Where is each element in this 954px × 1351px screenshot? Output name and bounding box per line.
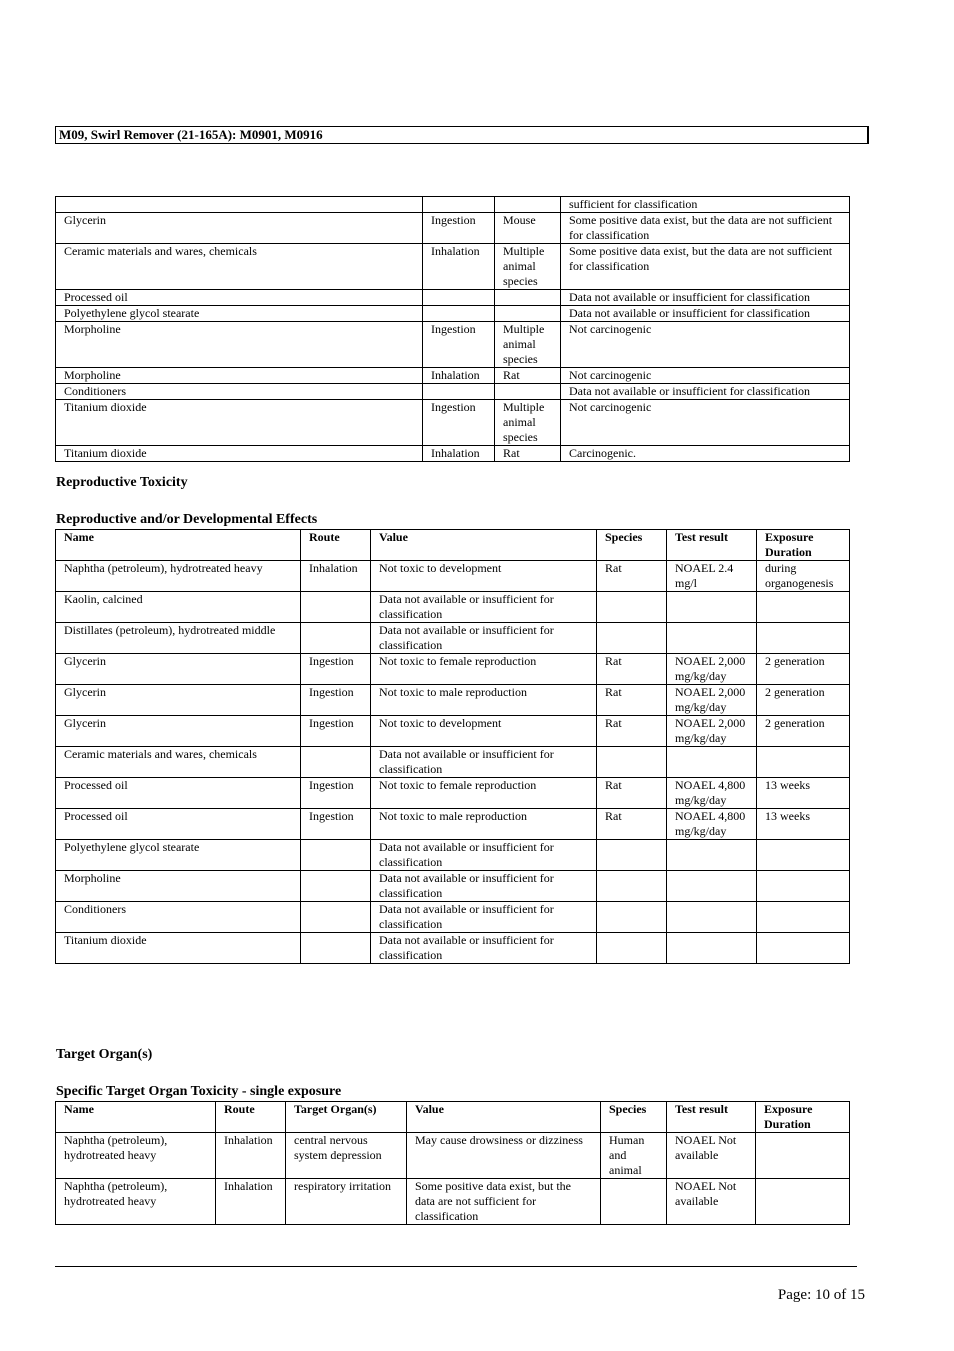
table-cell: May cause drowsiness or dizziness <box>407 1133 601 1179</box>
table-row <box>56 592 850 623</box>
table-cell <box>597 747 667 778</box>
table-cell: 13 weeks <box>757 809 850 840</box>
column-header: Target Organ(s) <box>286 1102 407 1133</box>
table-cell <box>667 871 757 902</box>
table-row <box>56 197 850 213</box>
table-cell: Multiple animal species <box>495 322 561 368</box>
table-cell <box>601 1179 667 1225</box>
table-cell: NOAEL 2,000 mg/kg/day <box>667 716 757 747</box>
table-cell: Ingestion <box>423 213 495 244</box>
table-cell: Ingestion <box>301 778 371 809</box>
table-cell: NOAEL 2,000 mg/kg/day <box>667 685 757 716</box>
table-cell <box>667 747 757 778</box>
table-cell: NOAEL 4,800 mg/kg/day <box>667 809 757 840</box>
table-row <box>56 747 850 778</box>
table-row <box>56 400 850 446</box>
table-cell: Rat <box>597 654 667 685</box>
table-cell <box>756 1133 850 1179</box>
footer-divider <box>55 1266 857 1267</box>
table-cell: Rat <box>597 809 667 840</box>
table-cell <box>757 623 850 654</box>
table-cell: Not toxic to development <box>371 561 597 592</box>
table-row <box>56 290 850 306</box>
table-row <box>56 840 850 871</box>
table-cell: Inhalation <box>423 244 495 290</box>
table-cell: NOAEL 2,000 mg/kg/day <box>667 654 757 685</box>
table-cell: Not toxic to male reproduction <box>371 685 597 716</box>
table-cell: NOAEL 2.4 mg/l <box>667 561 757 592</box>
table-cell: Data not available or insufficient for classification <box>371 747 597 778</box>
table-row <box>56 322 850 368</box>
table-cell: Rat <box>495 446 561 462</box>
table-row <box>56 368 850 384</box>
column-header: Test result <box>667 530 757 561</box>
table-cell: Processed oil <box>56 778 301 809</box>
table-row <box>56 685 850 716</box>
table-cell: Polyethylene glycol stearate <box>56 840 301 871</box>
table-cell: Naphtha (petroleum), hydrotreated heavy <box>56 1179 216 1225</box>
table-row <box>56 871 850 902</box>
table-cell: Not toxic to female reproduction <box>371 778 597 809</box>
table-cell: Data not available or insufficient for classification <box>371 871 597 902</box>
table-cell: Naphtha (petroleum), hydrotreated heavy <box>56 1133 216 1179</box>
table-cell: Polyethylene glycol stearate <box>56 306 423 322</box>
table-cell: Human and animal <box>601 1133 667 1179</box>
table-cell: Not carcinogenic <box>561 368 850 384</box>
table-cell: NOAEL 4,800 mg/kg/day <box>667 778 757 809</box>
table-cell <box>597 871 667 902</box>
table-cell: 13 weeks <box>757 778 850 809</box>
table-cell: Conditioners <box>56 902 301 933</box>
table-cell <box>301 840 371 871</box>
table-cell: Ingestion <box>301 685 371 716</box>
table-cell <box>757 747 850 778</box>
table-cell: Inhalation <box>423 446 495 462</box>
column-header: Route <box>216 1102 286 1133</box>
table-row <box>56 902 850 933</box>
table-cell: Conditioners <box>56 384 423 400</box>
table-cell <box>757 840 850 871</box>
table-cell: Ingestion <box>301 809 371 840</box>
column-header: Exposure Duration <box>757 530 850 561</box>
table-cell: Inhalation <box>423 368 495 384</box>
table-cell: Data not available or insufficient for classification <box>561 306 850 322</box>
table-cell <box>301 747 371 778</box>
table-row <box>56 809 850 840</box>
table-cell: Inhalation <box>301 561 371 592</box>
table-cell: Some positive data exist, but the data are not sufficient for classification <box>561 213 850 244</box>
reproductive-effects-table <box>55 529 850 964</box>
carcinogenicity-table <box>55 196 850 462</box>
table-row <box>56 213 850 244</box>
table-cell <box>495 384 561 400</box>
table-cell: respiratory irritation <box>286 1179 407 1225</box>
table-cell: Some positive data exist, but the data are not sufficient for classification <box>561 244 850 290</box>
table-cell: Data not available or insufficient for classification <box>371 840 597 871</box>
table-cell <box>423 306 495 322</box>
table-cell: Ceramic materials and wares, chemicals <box>56 244 423 290</box>
table-row <box>56 306 850 322</box>
table-cell: 2 generation <box>757 685 850 716</box>
table-cell <box>301 592 371 623</box>
table-cell: Processed oil <box>56 290 423 306</box>
table-cell: Inhalation <box>216 1179 286 1225</box>
table-row <box>56 716 850 747</box>
table-cell: Data not available or insufficient for classification <box>371 933 597 964</box>
table-cell <box>301 933 371 964</box>
table-cell <box>423 290 495 306</box>
table-cell <box>597 623 667 654</box>
column-header: Test result <box>667 1102 756 1133</box>
table-row <box>56 623 850 654</box>
table-cell: Titanium dioxide <box>56 446 423 462</box>
table-row <box>56 384 850 400</box>
table-row <box>56 933 850 964</box>
table-cell <box>597 840 667 871</box>
table-cell: Some positive data exist, but the data are not sufficient for classification <box>407 1179 601 1225</box>
table-cell: NOAEL Not available <box>667 1179 756 1225</box>
table-cell: Carcinogenic. <box>561 446 850 462</box>
table-cell: Ingestion <box>301 716 371 747</box>
table-cell <box>757 902 850 933</box>
table-cell <box>495 197 561 213</box>
table-cell <box>597 592 667 623</box>
table-cell: Rat <box>597 778 667 809</box>
table-row <box>56 446 850 462</box>
document-header-title: M09, Swirl Remover (21-165A): M0901, M0916 <box>55 126 869 144</box>
table-cell: NOAEL Not available <box>667 1133 756 1179</box>
table-row <box>56 654 850 685</box>
table-row <box>56 1133 850 1179</box>
table-cell <box>757 592 850 623</box>
table-cell: 2 generation <box>757 654 850 685</box>
table-cell: central nervous system depression <box>286 1133 407 1179</box>
column-header: Exposure Duration <box>756 1102 850 1133</box>
table-cell: Not toxic to development <box>371 716 597 747</box>
column-header: Species <box>597 530 667 561</box>
table-cell: Not carcinogenic <box>561 400 850 446</box>
table-cell <box>667 840 757 871</box>
table-cell <box>757 933 850 964</box>
reproductive-toxicity-heading: Reproductive Toxicity <box>56 475 188 490</box>
table-cell: Ingestion <box>301 654 371 685</box>
table-cell: Data not available or insufficient for classification <box>371 902 597 933</box>
table-cell: Not toxic to female reproduction <box>371 654 597 685</box>
table-cell: Rat <box>495 368 561 384</box>
table-cell: Ceramic materials and wares, chemicals <box>56 747 301 778</box>
table-cell: Rat <box>597 716 667 747</box>
table-cell: Glycerin <box>56 685 301 716</box>
table-cell: Mouse <box>495 213 561 244</box>
table-cell <box>597 902 667 933</box>
table-cell: Data not available or insufficient for classification <box>371 592 597 623</box>
table-cell: Glycerin <box>56 213 423 244</box>
table-cell <box>667 902 757 933</box>
target-organs-heading: Target Organ(s) <box>56 1047 153 1062</box>
table-cell: Kaolin, calcined <box>56 592 301 623</box>
reproductive-effects-table-title: Reproductive and/or Developmental Effects <box>56 512 318 527</box>
table-cell: Glycerin <box>56 716 301 747</box>
table-row <box>56 778 850 809</box>
table-cell: during organogenesis <box>757 561 850 592</box>
table-cell: Ingestion <box>423 322 495 368</box>
table-cell <box>756 1179 850 1225</box>
column-header: Species <box>601 1102 667 1133</box>
table-cell <box>301 902 371 933</box>
column-header: Value <box>407 1102 601 1133</box>
column-header: Route <box>301 530 371 561</box>
table-cell <box>667 933 757 964</box>
table-cell: Not carcinogenic <box>561 322 850 368</box>
table-cell <box>495 290 561 306</box>
table-cell: Rat <box>597 561 667 592</box>
table-cell: Titanium dioxide <box>56 933 301 964</box>
table-cell: Morpholine <box>56 368 423 384</box>
stot-single-exposure-table <box>55 1101 850 1225</box>
column-header: Value <box>371 530 597 561</box>
table-cell: Data not available or insufficient for classification <box>561 290 850 306</box>
table-cell: Not toxic to male reproduction <box>371 809 597 840</box>
column-header: Name <box>56 1102 216 1133</box>
table-cell <box>667 623 757 654</box>
table-cell: Ingestion <box>423 400 495 446</box>
stot-single-exposure-table-title: Specific Target Organ Toxicity - single exposure <box>56 1084 342 1099</box>
table-cell <box>757 871 850 902</box>
table-cell: Distillates (petroleum), hydrotreated middle <box>56 623 301 654</box>
table-cell: Morpholine <box>56 322 423 368</box>
table-cell: Processed oil <box>56 809 301 840</box>
table-cell <box>56 197 423 213</box>
table-row <box>56 244 850 290</box>
table-cell: Rat <box>597 685 667 716</box>
table-cell <box>301 623 371 654</box>
table-cell <box>301 871 371 902</box>
table-cell <box>597 933 667 964</box>
table-cell <box>423 197 495 213</box>
table-cell <box>667 592 757 623</box>
column-header: Name <box>56 530 301 561</box>
table-cell: sufficient for classification <box>561 197 850 213</box>
table-cell: Naphtha (petroleum), hydrotreated heavy <box>56 561 301 592</box>
table-cell: Multiple animal species <box>495 244 561 290</box>
table-cell: Data not available or insufficient for classification <box>371 623 597 654</box>
page-number: Page: 10 of 15 <box>777 1287 865 1303</box>
table-cell: Titanium dioxide <box>56 400 423 446</box>
table-row <box>56 1179 850 1225</box>
table-cell: Morpholine <box>56 871 301 902</box>
table-cell <box>495 306 561 322</box>
table-cell: 2 generation <box>757 716 850 747</box>
table-cell: Inhalation <box>216 1133 286 1179</box>
table-cell: Data not available or insufficient for classification <box>561 384 850 400</box>
table-cell: Multiple animal species <box>495 400 561 446</box>
table-row <box>56 561 850 592</box>
table-cell <box>423 384 495 400</box>
table-cell: Glycerin <box>56 654 301 685</box>
